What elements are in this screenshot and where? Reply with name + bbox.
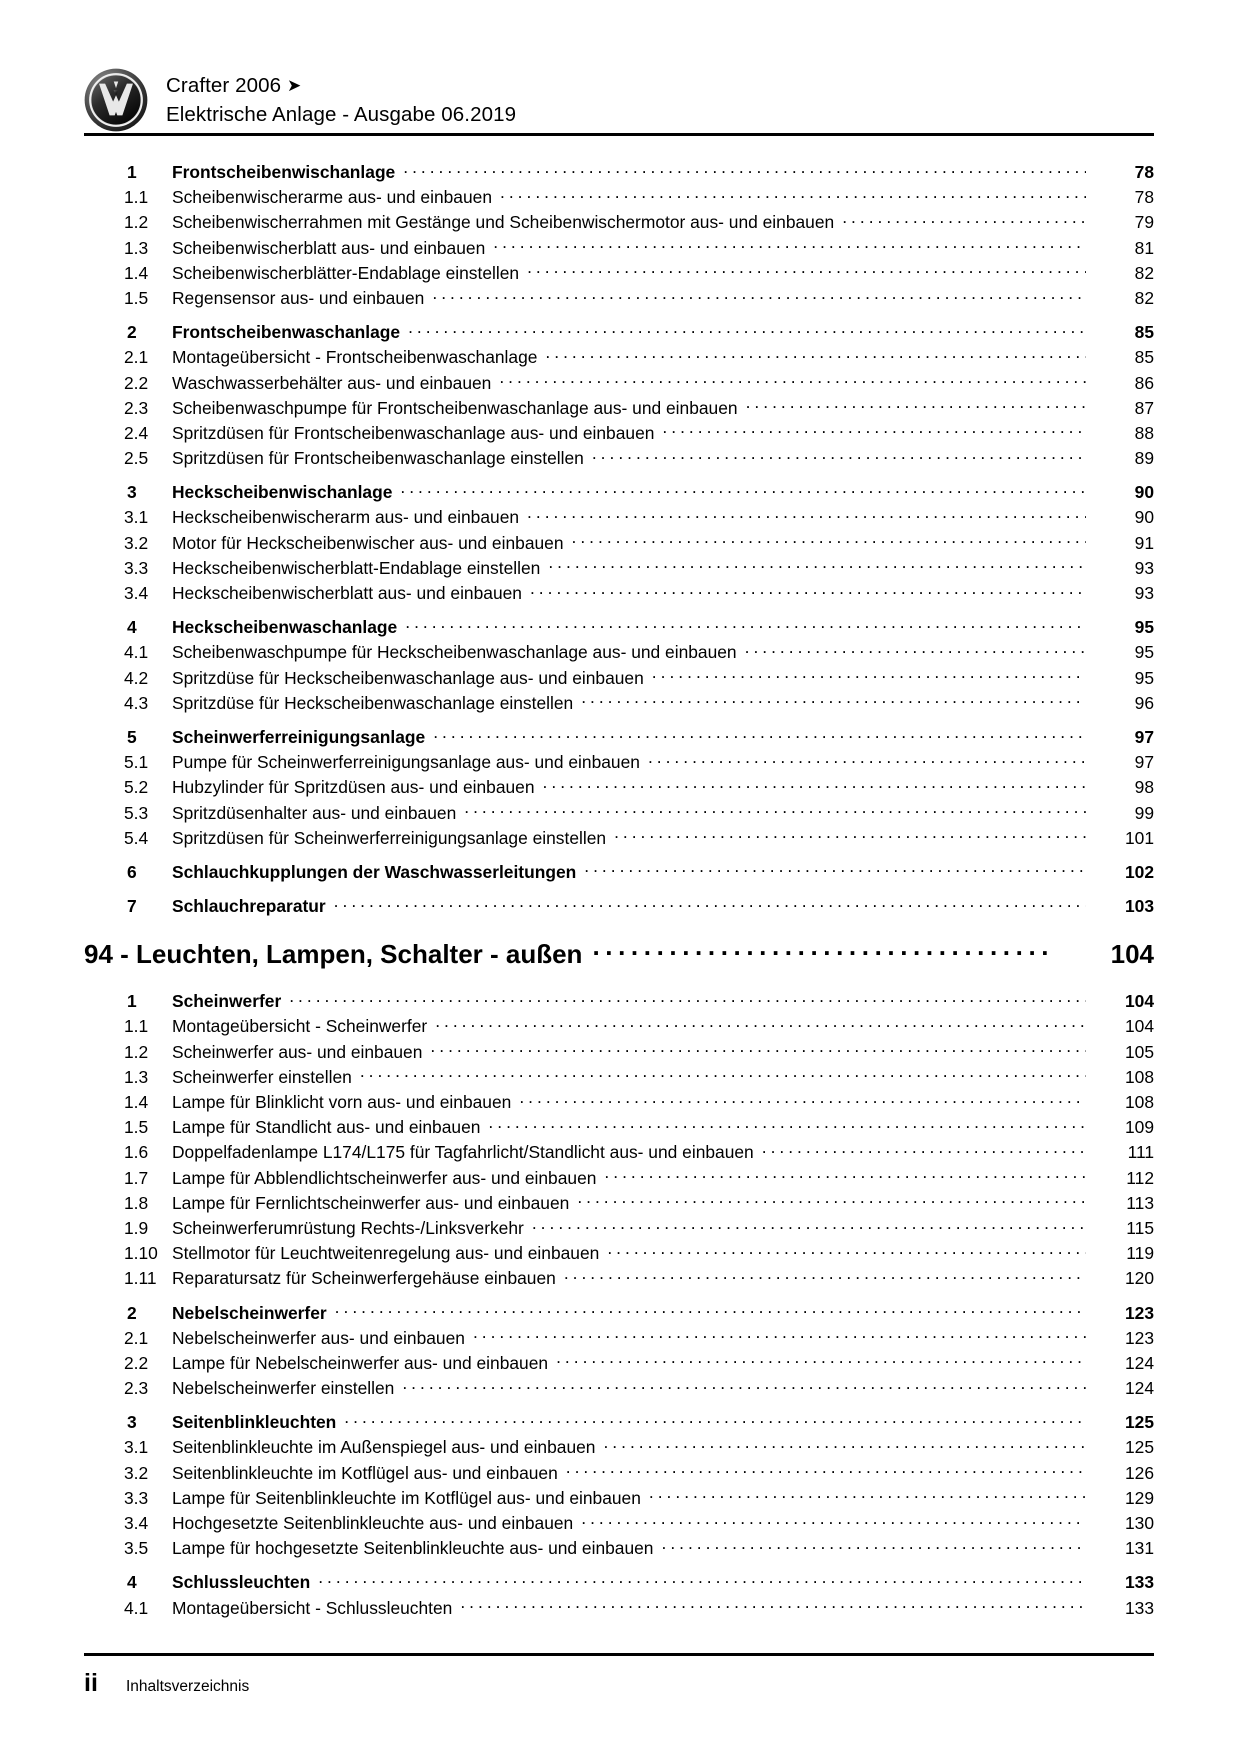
toc-entry-page-number: 97: [1134, 752, 1154, 773]
toc-entry-number: 2.4: [124, 422, 149, 443]
toc-entry[interactable]: [84, 1012, 1154, 1037]
header-arrow-icon: ➤: [286, 76, 301, 95]
toc-entry-number: 2: [127, 322, 137, 343]
toc-entry[interactable]: [84, 1214, 1154, 1239]
toc-entry[interactable]: [84, 723, 1154, 748]
toc-entry-title: Montageübersicht - Scheinwerfer: [172, 1016, 428, 1037]
toc-entry-page-number: 95: [1134, 617, 1154, 638]
toc-entry[interactable]: [84, 1349, 1154, 1374]
leader-dots: [603, 1433, 1086, 1453]
chapter-page-number: 104: [1110, 939, 1154, 970]
toc-entry[interactable]: [84, 529, 1154, 554]
toc-entry[interactable]: [84, 318, 1154, 343]
toc-entry-title: Stellmotor für Leuchtweitenregelung aus- und einbauen: [172, 1243, 600, 1264]
toc-entry-title: Lampe für Fernlichtscheinwerfer aus- und einbauen: [172, 1192, 570, 1213]
leader-dots: [460, 1594, 1086, 1614]
toc-entry-title: Lampe für Blinklicht vorn aus- und einbauen: [172, 1092, 512, 1112]
toc-entry-page-number: 89: [1134, 448, 1154, 469]
footer-page-number: ii: [84, 1669, 98, 1697]
toc-entry-page-number: 129: [1124, 1487, 1154, 1508]
toc-entry-title: Lampe für Standlicht aus- und einbauen: [172, 1117, 481, 1138]
toc-entry-number: 1.10: [124, 1243, 158, 1264]
toc-entry-title: Seitenblinkleuchten: [172, 1412, 337, 1433]
leader-dots: [572, 529, 1086, 549]
header-model-line: [166, 72, 516, 101]
toc-entry-number: 2.2: [124, 1352, 149, 1373]
toc-entry-number: 2.5: [124, 448, 149, 469]
document-header: [84, 66, 1154, 132]
leader-dots: [430, 1038, 1086, 1058]
toc-entry[interactable]: [84, 1239, 1154, 1264]
toc-entry-number: 1.6: [124, 1142, 149, 1163]
toc-entry-number: 7: [127, 896, 137, 917]
leader-dots: [527, 259, 1086, 279]
toc-entry-page-number: 123: [1124, 1327, 1154, 1348]
toc-entry-title: Scheibenwaschpumpe für Frontscheibenwaschanlage aus- und einbauen: [172, 397, 738, 418]
toc-entry-title: Seitenblinkleuchte im Außenspiegel aus- und einbauen: [172, 1437, 596, 1458]
toc-entry[interactable]: [84, 892, 1154, 917]
toc-entry-page-number: 120: [1124, 1268, 1154, 1289]
toc-entry[interactable]: [84, 158, 1154, 183]
leader-dots: [464, 799, 1086, 819]
toc-entry-number: 1.4: [124, 1092, 149, 1112]
toc-entry-page-number: 111: [1127, 1142, 1154, 1163]
toc-entry-number: 1.5: [124, 287, 149, 308]
leader-dots: [564, 1264, 1086, 1284]
toc-entry-number: 3.4: [124, 1513, 149, 1533]
leader-dots: [289, 987, 1086, 1007]
toc-entry-page-number: 95: [1134, 667, 1154, 688]
toc-entry[interactable]: [84, 824, 1154, 849]
toc-entry-number: 3.2: [124, 532, 149, 553]
toc-entry-page-number: 105: [1124, 1041, 1154, 1062]
toc-entry-title: Lampe für hochgesetzte Seitenblinkleuchte aus- und einbauen: [172, 1538, 654, 1559]
toc-entry-page-number: 88: [1134, 422, 1154, 443]
toc-entry-number: 2.1: [124, 347, 149, 368]
toc-entry-title: Schlauchreparatur: [172, 896, 326, 917]
toc-entry[interactable]: [84, 1433, 1154, 1458]
leader-dots: [360, 1063, 1086, 1083]
table-of-contents: [84, 158, 1154, 1619]
toc-entry-page-number: 130: [1124, 1513, 1154, 1533]
toc-entry-number: 5.2: [124, 777, 149, 798]
leader-dots: [545, 343, 1086, 363]
toc-entry-title: Scheibenwischerarme aus- und einbauen: [172, 187, 492, 208]
leader-dots: [400, 478, 1086, 498]
leader-dots: [745, 638, 1086, 658]
toc-entry-page-number: 78: [1134, 162, 1154, 182]
toc-entry-page-number: 90: [1134, 482, 1154, 503]
toc-entry[interactable]: [84, 1594, 1154, 1619]
toc-entry-title: Lampe für Abblendlichtscheinwerfer aus- und einbauen: [172, 1167, 597, 1188]
leader-dots: [604, 1164, 1086, 1184]
toc-entry-page-number: 133: [1124, 1572, 1154, 1593]
toc-entry-page-number: 81: [1134, 237, 1154, 258]
leader-dots: [762, 1138, 1086, 1158]
leader-dots: [581, 689, 1086, 709]
chapter-title: 94 - Leuchten, Lampen, Schalter - außen: [84, 939, 583, 970]
toc-entry-page-number: 112: [1126, 1167, 1154, 1188]
toc-entry-number: 1.1: [124, 1016, 149, 1037]
toc-entry-number: 1.3: [124, 1066, 149, 1087]
toc-entry-title: Heckscheibenwischerarm aus- und einbauen: [172, 507, 520, 528]
toc-entry-page-number: 85: [1134, 322, 1154, 343]
toc-entry-page-number: 96: [1134, 692, 1154, 713]
toc-entry-page-number: 131: [1124, 1538, 1154, 1559]
toc-entry-title: Motor für Heckscheibenwischer aus- und einbauen: [172, 532, 564, 553]
toc-entry[interactable]: [84, 208, 1154, 233]
header-subtitle: Elektrische Anlage - Ausgabe 06.2019: [166, 103, 517, 126]
toc-entry-page-number: 104: [1124, 1016, 1154, 1037]
toc-entry-page-number: 104: [1124, 991, 1154, 1012]
toc-entry-page-number: 125: [1124, 1412, 1154, 1433]
toc-entry[interactable]: [84, 579, 1154, 604]
toc-entry-title: Spritzdüsen für Frontscheibenwaschanlage aus- und einbauen: [172, 422, 655, 443]
toc-entry-title: Heckscheibenwischanlage: [172, 482, 393, 503]
toc-entry-title: Scheibenwischerblätter-Endablage einstellen: [172, 262, 520, 283]
leader-dots: [577, 1189, 1086, 1209]
toc-entry-page-number: 113: [1126, 1192, 1154, 1213]
leader-dots: [435, 1012, 1086, 1032]
toc-section-94: [84, 987, 1154, 1619]
leader-dots: [556, 1349, 1086, 1369]
toc-entry-page-number: 78: [1134, 187, 1154, 208]
toc-entry-page-number: 87: [1134, 397, 1154, 418]
toc-entry[interactable]: [84, 1299, 1154, 1324]
toc-entry-title: Spritzdüsen für Frontscheibenwaschanlage einstellen: [172, 448, 584, 469]
toc-entry-title: Doppelfadenlampe L174/L175 für Tagfahrlicht/Standlicht aus- und einbauen: [172, 1142, 754, 1163]
toc-entry[interactable]: [84, 987, 1154, 1012]
leader-dots: [543, 773, 1086, 793]
chapter-heading-94[interactable]: [84, 935, 1154, 983]
leader-dots: [614, 824, 1086, 844]
leader-dots: [532, 1214, 1086, 1234]
leader-dots: [334, 892, 1086, 912]
toc-entry-number: 1.7: [124, 1167, 149, 1188]
toc-entry-number: 4.1: [124, 1597, 149, 1618]
header-text-block: [166, 66, 516, 129]
toc-entry-title: Lampe für Seitenblinkleuchte im Kotflügel aus- und einbauen: [172, 1487, 641, 1508]
toc-entry-title: Scheinwerferumrüstung Rechts-/Linksverkehr: [172, 1217, 524, 1238]
toc-entry[interactable]: [84, 664, 1154, 689]
toc-entry-title: Scheinwerferreinigungsanlage: [172, 726, 426, 747]
toc-entry-page-number: 101: [1124, 827, 1154, 848]
toc-entry[interactable]: [84, 259, 1154, 284]
toc-entry[interactable]: [84, 1534, 1154, 1559]
toc-entry-number: 3.3: [124, 557, 149, 578]
leader-dots: [500, 183, 1086, 203]
toc-entry-number: 4.3: [124, 692, 149, 713]
leader-dots: [652, 664, 1086, 684]
leader-dots: [344, 1408, 1086, 1428]
toc-entry-number: 2.1: [124, 1327, 149, 1348]
leader-dots: [592, 935, 1054, 963]
toc-entry[interactable]: [84, 799, 1154, 824]
leader-dots: [432, 284, 1086, 304]
toc-entry-title: Heckscheibenwischerblatt-Endablage einstellen: [172, 557, 541, 578]
toc-entry-title: Spritzdüsenhalter aus- und einbauen: [172, 802, 457, 823]
toc-entry[interactable]: [84, 1088, 1154, 1113]
toc-entry-page-number: 103: [1124, 896, 1154, 917]
toc-entry[interactable]: [84, 183, 1154, 208]
leader-dots: [548, 554, 1086, 574]
vw-logo-icon: [84, 68, 148, 132]
toc-entry[interactable]: [84, 503, 1154, 528]
toc-entry-number: 3.5: [124, 1538, 149, 1559]
toc-entry-title: Lampe für Nebelscheinwerfer aus- und einbauen: [172, 1352, 549, 1373]
toc-entry[interactable]: [84, 478, 1154, 503]
toc-entry-title: Pumpe für Scheinwerferreinigungsanlage aus- und einbauen: [172, 752, 640, 773]
toc-entry[interactable]: [84, 1063, 1154, 1088]
toc-entry-page-number: 108: [1124, 1092, 1154, 1112]
toc-entry-title: Seitenblinkleuchte im Kotflügel aus- und einbauen: [172, 1462, 558, 1483]
toc-entry[interactable]: [84, 638, 1154, 663]
toc-entry[interactable]: [84, 1509, 1154, 1534]
toc-entry[interactable]: [84, 284, 1154, 309]
toc-entry-page-number: 97: [1134, 726, 1154, 747]
toc-entry-number: 6: [127, 861, 137, 882]
toc-entry-number: 3.3: [124, 1487, 149, 1508]
toc-entry[interactable]: [84, 419, 1154, 444]
toc-entry-number: 5.1: [124, 752, 149, 773]
toc-entry-page-number: 108: [1124, 1066, 1154, 1087]
leader-dots: [648, 748, 1086, 768]
toc-entry-title: Scheibenwischerrahmen mit Gestänge und Scheibenwischermotor aus- und einbauen: [172, 212, 835, 233]
toc-entry-number: 3.1: [124, 507, 149, 528]
toc-entry-number: 1: [127, 162, 137, 182]
leader-dots: [581, 1509, 1086, 1529]
toc-entry-number: 1.4: [124, 262, 149, 283]
toc-entry-title: Reparatursatz für Scheinwerfergehäuse einbauen: [172, 1268, 556, 1289]
toc-entry-number: 3.4: [124, 583, 149, 603]
toc-entry-page-number: 79: [1134, 212, 1154, 233]
toc-entry-page-number: 115: [1126, 1217, 1154, 1238]
toc-entry[interactable]: [84, 1113, 1154, 1138]
toc-entry-title: Scheibenwaschpumpe für Heckscheibenwaschanlage aus- und einbauen: [172, 642, 737, 663]
toc-entry-number: 1: [127, 991, 137, 1012]
leader-dots: [842, 208, 1086, 228]
leader-dots: [527, 503, 1086, 523]
leader-dots: [607, 1239, 1086, 1259]
leader-dots: [488, 1113, 1086, 1133]
toc-entry-number: 1.2: [124, 212, 149, 233]
toc-entry-number: 3: [127, 1412, 137, 1433]
toc-entry-number: 4: [127, 617, 137, 638]
toc-entry-page-number: 82: [1134, 287, 1154, 308]
leader-dots: [335, 1299, 1086, 1319]
toc-entry-page-number: 98: [1134, 777, 1154, 798]
leader-dots: [318, 1568, 1086, 1588]
toc-entry[interactable]: [84, 1408, 1154, 1433]
leader-dots: [592, 444, 1086, 464]
toc-entry-page-number: 99: [1134, 802, 1154, 823]
toc-entry-number: 5: [127, 726, 137, 747]
toc-entry-number: 3.2: [124, 1462, 149, 1483]
toc-entry-number: 2: [127, 1302, 137, 1323]
toc-entry-title: Regensensor aus- und einbauen: [172, 287, 425, 308]
toc-entry-title: Schlauchkupplungen der Waschwasserleitungen: [172, 861, 577, 882]
leader-dots: [662, 419, 1086, 439]
toc-entry-number: 1.8: [124, 1192, 149, 1213]
leader-dots: [746, 394, 1086, 414]
toc-entry-page-number: 93: [1134, 583, 1154, 603]
toc-entry-title: Hubzylinder für Spritzdüsen aus- und einbauen: [172, 777, 535, 798]
toc-entry[interactable]: [84, 1568, 1154, 1593]
leader-dots: [530, 579, 1086, 599]
toc-entry-title: Spritzdüsen für Scheinwerferreinigungsanlage einstellen: [172, 827, 607, 848]
toc-entry[interactable]: [84, 1374, 1154, 1399]
leader-dots: [584, 858, 1086, 878]
toc-section-93: [84, 158, 1154, 917]
toc-entry-page-number: 133: [1124, 1597, 1154, 1618]
toc-entry-number: 4: [127, 1572, 137, 1593]
toc-entry-title: Scheibenwischerblatt aus- und einbauen: [172, 237, 486, 258]
toc-entry-number: 4.1: [124, 642, 149, 663]
toc-entry-title: Waschwasserbehälter aus- und einbauen: [172, 372, 492, 393]
toc-entry-title: Nebelscheinwerfer einstellen: [172, 1378, 395, 1399]
leader-dots: [408, 318, 1086, 338]
toc-entry-page-number: 86: [1134, 372, 1154, 393]
toc-entry[interactable]: [84, 858, 1154, 883]
footer-divider: [84, 1653, 1154, 1656]
toc-entry[interactable]: [84, 1164, 1154, 1189]
toc-entry[interactable]: [84, 1459, 1154, 1484]
toc-entry[interactable]: [84, 1264, 1154, 1289]
toc-entry-number: 1.9: [124, 1217, 149, 1238]
toc-entry[interactable]: [84, 1324, 1154, 1349]
toc-entry-number: 2.2: [124, 372, 149, 393]
leader-dots: [493, 234, 1086, 254]
toc-entry[interactable]: [84, 369, 1154, 394]
toc-entry[interactable]: [84, 394, 1154, 419]
toc-entry-title: Scheinwerfer aus- und einbauen: [172, 1041, 423, 1062]
toc-entry-number: 3.1: [124, 1437, 149, 1458]
leader-dots: [405, 613, 1086, 633]
toc-entry-page-number: 95: [1134, 642, 1154, 663]
header-divider: [84, 133, 1154, 136]
toc-entry-number: 5.3: [124, 802, 149, 823]
toc-entry[interactable]: [84, 1038, 1154, 1063]
leader-dots: [566, 1459, 1086, 1479]
toc-entry-title: Scheinwerfer: [172, 991, 282, 1012]
toc-entry-page-number: 82: [1134, 262, 1154, 283]
toc-entry-title: Nebelscheinwerfer aus- und einbauen: [172, 1327, 465, 1348]
toc-entry-title: Montageübersicht - Schlussleuchten: [172, 1597, 453, 1618]
toc-entry-page-number: 126: [1124, 1462, 1154, 1483]
toc-entry-page-number: 123: [1124, 1302, 1154, 1323]
toc-entry-page-number: 85: [1134, 347, 1154, 368]
leader-dots: [403, 158, 1086, 178]
toc-entry-page-number: 102: [1124, 861, 1154, 882]
toc-entry-page-number: 93: [1134, 557, 1154, 578]
toc-entry[interactable]: [84, 689, 1154, 714]
leader-dots: [649, 1484, 1086, 1504]
toc-entry-title: Hochgesetzte Seitenblinkleuchte aus- und einbauen: [172, 1513, 574, 1533]
toc-entry-number: 1.11: [124, 1268, 157, 1289]
toc-entry-number: 1.3: [124, 237, 149, 258]
toc-entry-title: Heckscheibenwischerblatt aus- und einbauen: [172, 583, 522, 603]
toc-entry-page-number: 124: [1124, 1378, 1154, 1399]
toc-entry-number: 1.1: [124, 187, 149, 208]
toc-entry-number: 1.5: [124, 1117, 149, 1138]
toc-entry[interactable]: [84, 343, 1154, 368]
document-footer: [84, 1668, 1154, 1702]
toc-entry-number: 4.2: [124, 667, 149, 688]
toc-entry-number: 5.4: [124, 827, 149, 848]
leader-dots: [402, 1374, 1086, 1394]
toc-entry[interactable]: [84, 773, 1154, 798]
toc-entry-number: 3: [127, 482, 137, 503]
toc-entry[interactable]: [84, 1484, 1154, 1509]
leader-dots: [433, 723, 1086, 743]
leader-dots: [661, 1534, 1086, 1554]
footer-label: Inhaltsverzeichnis: [126, 1678, 250, 1695]
toc-entry-title: Heckscheibenwaschanlage: [172, 617, 398, 638]
toc-entry-page-number: 125: [1124, 1437, 1154, 1458]
toc-entry-page-number: 109: [1124, 1117, 1154, 1138]
leader-dots: [499, 369, 1086, 389]
toc-entry-title: Scheinwerfer einstellen: [172, 1066, 352, 1087]
leader-dots: [519, 1088, 1086, 1108]
toc-entry-title: Spritzdüse für Heckscheibenwaschanlage einstellen: [172, 692, 574, 713]
toc-entry-title: Montageübersicht - Frontscheibenwaschanlage: [172, 347, 538, 368]
toc-entry-title: Frontscheibenwaschanlage: [172, 322, 401, 343]
toc-entry[interactable]: [84, 444, 1154, 469]
toc-entry-number: 1.2: [124, 1041, 149, 1062]
toc-entry-page-number: 124: [1124, 1352, 1154, 1373]
toc-entry-title: Nebelscheinwerfer: [172, 1302, 327, 1323]
toc-entry-page-number: 119: [1126, 1243, 1154, 1264]
toc-entry-title: Frontscheibenwischanlage: [172, 162, 396, 182]
toc-entry-number: 2.3: [124, 1378, 149, 1399]
leader-dots: [473, 1324, 1086, 1344]
toc-entry-page-number: 91: [1134, 532, 1154, 553]
toc-entry[interactable]: [84, 234, 1154, 259]
toc-entry-title: Spritzdüse für Heckscheibenwaschanlage aus- und einbauen: [172, 667, 644, 688]
toc-entry[interactable]: [84, 1138, 1154, 1163]
toc-entry-number: 2.3: [124, 397, 149, 418]
toc-entry-title: Schlussleuchten: [172, 1572, 311, 1593]
toc-entry[interactable]: [84, 613, 1154, 638]
toc-entry[interactable]: [84, 748, 1154, 773]
toc-entry[interactable]: [84, 1189, 1154, 1214]
toc-entry[interactable]: [84, 554, 1154, 579]
toc-entry-page-number: 90: [1134, 507, 1154, 528]
header-model: Crafter 2006: [166, 74, 282, 97]
